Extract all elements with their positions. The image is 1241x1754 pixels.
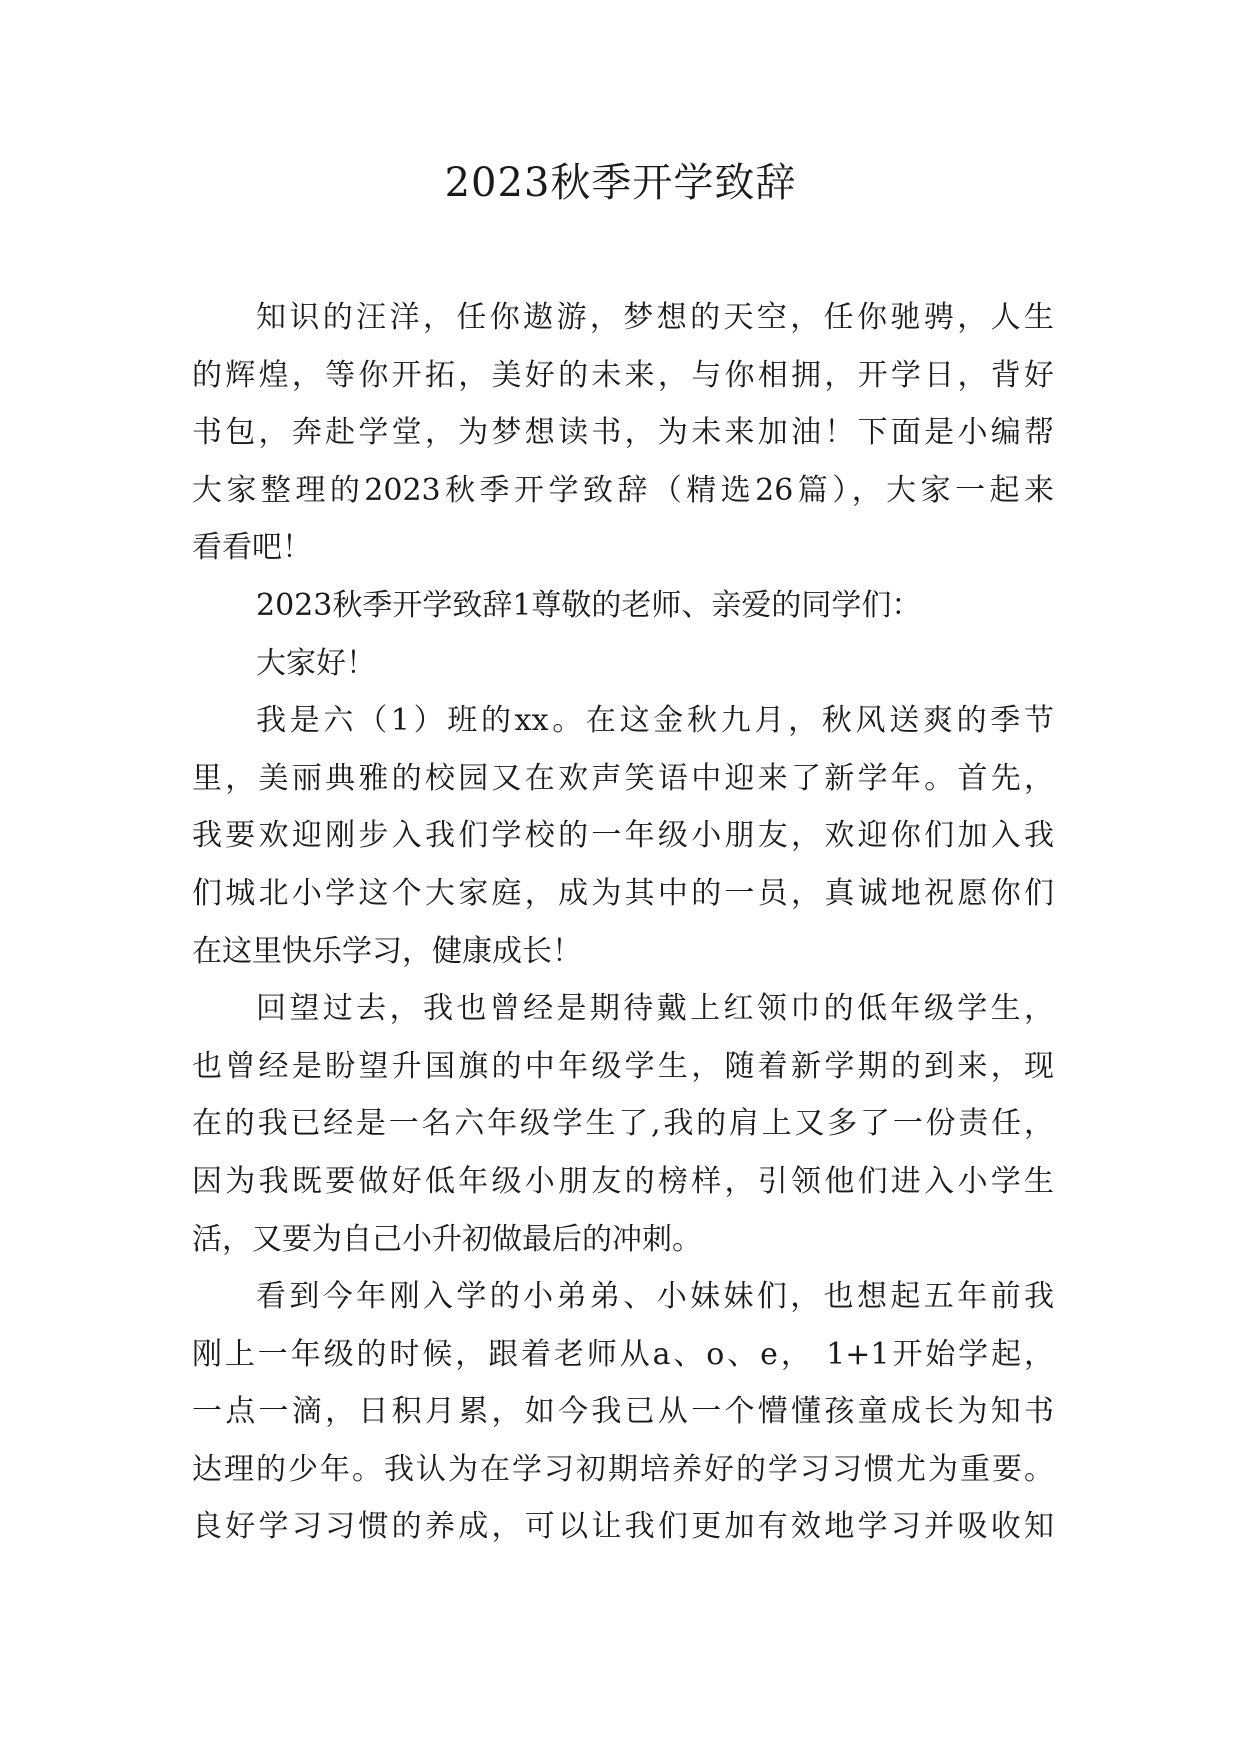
paragraph-line: 2023秋季开学致辞1尊敬的老师、亲爱的同学们： — [256, 587, 922, 623]
paragraph-line: 里，美丽典雅的校园又在欢声笑语中迎来了新学年。首先， — [192, 760, 1054, 796]
paragraph-line: 刚上一年级的时候，跟着老师从a、o、e， 1+1开始学起， — [192, 1336, 1054, 1372]
paragraph-line: 在这里快乐学习，健康成长！ — [192, 933, 582, 969]
paragraph-line: 因为我既要做好低年级小朋友的榜样，引领他们进入小学生 — [192, 1163, 1054, 1199]
paragraph-line: 书包，奔赴学堂，为梦想读书，为未来加油！下面是小编帮 — [192, 415, 1054, 451]
paragraph-line: 大家好！ — [256, 645, 376, 681]
paragraph-line: 知识的汪洋，任你遨游，梦想的天空，任你驰骋，人生 — [256, 300, 1054, 335]
paragraph-line: 也曾经是盼望升国旗的中年级学生，随着新学期的到来，现 — [192, 1048, 1054, 1084]
paragraph-line: 看到今年刚入学的小弟弟、小妹妹们，也想起五年前我 — [256, 1279, 1054, 1315]
paragraph-line: 我是六（1）班的xx。在这金秋九月，秋风送爽的季节 — [256, 703, 1054, 739]
paragraph-line: 达理的少年。我认为在学习初期培养好的学习习惯尤为重要。 — [192, 1451, 1054, 1487]
paragraph-line: 在的我已经是一名六年级学生了,我的肩上又多了一份责任， — [192, 1106, 1054, 1142]
paragraph-line: 一点一滴，日积月累，如今我已从一个懵懂孩童成长为知书 — [192, 1394, 1054, 1430]
paragraph-line: 们城北小学这个大家庭，成为其中的一员，真诚地祝愿你们 — [192, 875, 1054, 911]
paragraph-line: 大家整理的2023秋季开学致辞（精选26篇），大家一起来 — [192, 472, 1054, 508]
paragraph-line: 活，又要为自己小升初做最后的冲刺。 — [192, 1221, 702, 1257]
paragraph-line: 的辉煌，等你开拓，美好的未来，与你相拥，开学日，背好 — [192, 357, 1054, 393]
document-body — [192, 289, 1054, 1556]
paragraph-line: 看看吧！ — [192, 530, 312, 566]
paragraph-line: 我要欢迎刚步入我们学校的一年级小朋友，欢迎你们加入我 — [192, 818, 1054, 854]
paragraph-line: 良好学习习惯的养成，可以让我们更加有效地学习并吸收知 — [192, 1509, 1054, 1545]
paragraph-line: 回望过去，我也曾经是期待戴上红领巾的低年级学生， — [256, 991, 1054, 1027]
document-title: 2023秋季开学致辞 — [444, 160, 797, 206]
